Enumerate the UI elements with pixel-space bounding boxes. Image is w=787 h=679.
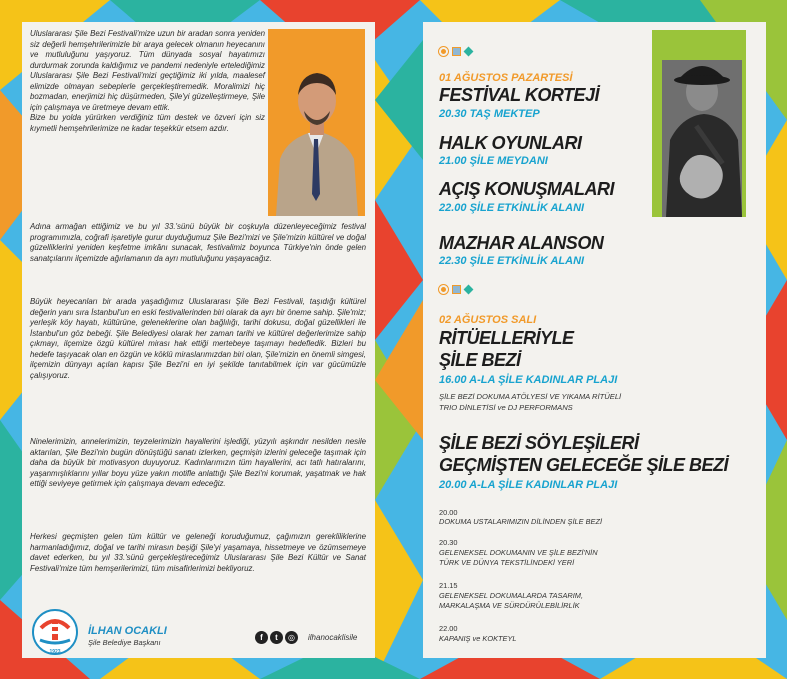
svg-text:1923: 1923 xyxy=(49,649,61,655)
event-sub-ritueller: 16.00 A-LA ŞİLE KADINLAR PLAJI xyxy=(439,374,618,386)
decor-shapes-1 xyxy=(439,47,472,56)
event-sub-halk-oyunlari: 21.00 ŞİLE MEYDANI xyxy=(439,155,548,167)
paragraph-2: Büyük heyecanları bir arada yaşadığımız Uluslararası Şile Bezi Festivali, taşıdığı kültürel değerin yanı sıra İstanbul'un en eski festivallerinden biri olarak da ayrı bir öneme sahip. Şile'miz; yerleşik köy hayatı, kültürüne, geleneklerine olan bağlılığı, tarihi dokusu, doğal güzellikleri ile İstanbul'un göz bebeği. Şile Belediyesi olarak her zaman tarihi ve kültürel değerlerimize sahip çıkmayı, ilçemize özgü kültürel mirası hak ettiği mertebeye taşımayı hedefledik. Bizleri bu hedefe taşıyacak olan en özgün ve köklü miraslarımızdan biri olan, Şile'mizin en önemli simgesi, ilçemizin dünyayı açılan kapısı Şile Bezi'ni en iyi şekilde tanıtabilmek için var gücümüzle çalışıyoruz. xyxy=(30,297,366,380)
note-trio: TRIO DİNLETİSİ ve DJ PERFORMANS xyxy=(439,403,573,412)
mazhar-alanson-photo xyxy=(652,30,746,217)
event-sub-festival-korteji: 20.30 TAŞ MEKTEP xyxy=(439,108,540,120)
schedule-time: 21.15 xyxy=(439,581,458,590)
schedule-text: GELENEKSEL DOKUMANIN VE ŞİLE BEZİ'NİN xyxy=(439,548,598,557)
schedule-time: 20.30 xyxy=(439,538,458,547)
program-panel xyxy=(423,22,766,658)
schedule-time: 20.00 xyxy=(439,508,458,517)
event-sub-acis-konusmalari: 22.00 ŞİLE ETKİNLİK ALANI xyxy=(439,202,585,214)
circle-icon xyxy=(439,47,448,56)
social-handle: ilhanocaklisile xyxy=(308,633,358,642)
mayor-message-panel xyxy=(22,22,375,658)
day1-date: 01 AĞUSTOS PAZARTESİ xyxy=(439,72,573,84)
schedule-text: KAPANIŞ ve KOKTEYL xyxy=(439,634,517,643)
paragraph-3: Ninelerimizin, annelerimizin, teyzelerimizin hayallerini işlediği, yüzyılı aşkındır nesilden nesile aktarılan, Şile Bezi'nin bugün dönüştüğü sanatı izlerken, geçmişin izlerini geleceğe taşımak için daha da büyük bir motivasyon duyuyoruz. Kadınlarımızın tüm hayallerini, acı tatlı hatıralarını, yaşanmışlıklarını yıllar boyu yüze yakın motifle anlattığı Şile Bezi'ni korumak, yaşatmak ve hak ettiği seviyeye getirmek için çalışmaya devam edeceğiz. xyxy=(30,437,366,488)
event-title-mazhar-alanson: MAZHAR ALANSON xyxy=(439,233,604,253)
circle-icon xyxy=(439,285,448,294)
event-title-acis-konusmalari: AÇIŞ KONUŞMALARI xyxy=(439,179,614,199)
schedule-text: DOKUMA USTALARIMIZIN DİLİNDEN ŞİLE BEZİ xyxy=(439,517,603,526)
mayor-title: Şile Belediye Başkanı xyxy=(88,638,161,647)
twitter-icon[interactable]: t xyxy=(270,631,283,644)
sile-belediyesi-logo xyxy=(30,606,80,658)
talks-sub: 20.00 A-LA ŞİLE KADINLAR PLAJI xyxy=(439,479,618,491)
schedule-text: GELENEKSEL DOKUMALARDA TASARIM, xyxy=(439,591,584,600)
mayor-name: İLHAN OCAKLI xyxy=(88,625,167,637)
event-title-rituelleriyle: RİTÜELLERİYLE xyxy=(439,328,574,348)
decor-shapes-2 xyxy=(439,285,472,294)
day2-date: 02 AĞUSTOS SALI xyxy=(439,314,537,326)
event-title-halk-oyunlari: HALK OYUNLARI xyxy=(439,133,582,153)
thanks-paragraph: Bize bu yolda yürürken verdiğiniz tüm destek ve özveri için siz kıymetli hemşehrilerimize ne kadar teşekkür etsem azdır. xyxy=(30,113,265,133)
event-title-sile-bezi: ŞİLE BEZİ xyxy=(439,350,521,370)
square-icon xyxy=(452,285,461,294)
mayor-photo xyxy=(268,29,365,216)
paragraph-1: Adına armağan ettiğimiz ve bu yıl 33.'sünü büyük bir coşkuyla düzenleyeceğimiz festival programımızla, coğrafi işaretiyle gurur duyduğumuz Şile Bezi'mizi ve Şile'mizin kültürel ve doğal güzelliklerini yeniden keşfetme imkânı sunacak, festivalimiz boyunca Türkiye'nin önde gelen sanatçılarını ilçemizde ağırlamanın da ayrı mutluluğunu yaşayacağız. xyxy=(30,222,366,263)
note-atolye: ŞİLE BEZİ DOKUMA ATÖLYESİ VE YIKAMA RİTÜELİ xyxy=(439,392,622,401)
diamond-icon xyxy=(464,285,474,295)
schedule-time: 22.00 xyxy=(439,624,458,633)
diamond-icon xyxy=(464,47,474,57)
schedule-text: MARKALAŞMA VE SÜRDÜRÜLEBİLİRLİK xyxy=(439,601,580,610)
paragraph-4: Herkesi geçmişten gelen tüm kültür ve geleneği koruduğumuz, çağımızın gerekliliklerine harmanladığımız, doğal ve tarihi mirasın beşiği Şile'yi yaşamaya, hissetmeye ve özümsemeye davet ederken, bu yıl 33.'sünü gerçekleştireceğimiz Uluslararası Şile Bezi Kültür ve Sanat Festivali'mize tüm hemşerilerimizi, tüm misafirlerimizi bekliyoruz. xyxy=(30,532,366,573)
talks-title-2: GEÇMİŞTEN GELECEĞE ŞİLE BEZİ xyxy=(439,455,729,475)
event-sub-mazhar-alanson: 22.30 ŞİLE ETKİNLİK ALANI xyxy=(439,255,585,267)
facebook-icon[interactable]: f xyxy=(255,631,268,644)
schedule-text: TÜRK VE DÜNYA TEKSTİLİNDEKİ YERİ xyxy=(439,558,575,567)
instagram-icon[interactable]: ◎ xyxy=(285,631,298,644)
social-icons xyxy=(255,631,298,644)
intro-paragraph: Uluslararası Şile Bezi Festivali'mize uzun bir aradan sonra yeniden siz değerli hemşehrilerimizle bir araya gelecek olmanın heyecanını ve mutluluğunu yaşıyoruz. Tüm dünyada sosyal hayatımızı durdurmak zorunda kaldığımız ve pandemi nedeniyle ertelediğimiz Uluslararası Şile Bezi Festivali'mizi geçtiğimiz iki yılda, maalesef elimizde olmayan sebeplerle gerçekleştiremedik. Moralimizi hiç bozmadan, enerjimizi hiç düşürmeden, Şile'yi güzelleştirmeye, Şile için çalışmaya ve üretmeye devam ettik. xyxy=(30,29,265,112)
talks-title-1: ŞİLE BEZİ SÖYLEŞİLERİ xyxy=(439,433,639,453)
square-icon xyxy=(452,47,461,56)
intro-text xyxy=(30,29,265,134)
event-title-festival-korteji: FESTİVAL KORTEJİ xyxy=(439,85,600,105)
